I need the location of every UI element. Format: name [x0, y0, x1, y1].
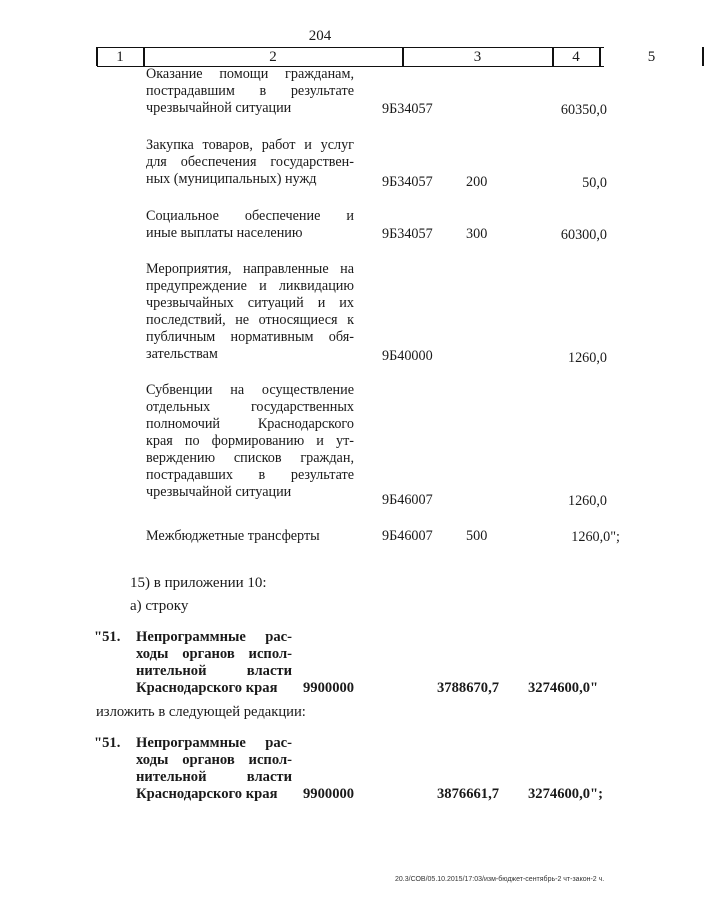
row-number: "51.: [94, 735, 121, 751]
header-col-2: 2: [269, 49, 277, 65]
row-amount: 60300,0: [560, 227, 607, 243]
page-number: 204: [308, 28, 332, 44]
row-code: 9Б34057: [382, 101, 433, 117]
row-code: 9Б34057: [382, 226, 433, 242]
row-amount: 1260,0";: [571, 529, 620, 545]
footer-file-stamp: 20.3/СОВ/05.10.2015/17:03/изм-бюджет-сентябрь-2 чт-закон-2 ч.: [395, 876, 605, 883]
header-col-5: 5: [647, 49, 656, 65]
header-separator: [702, 47, 704, 66]
row-amount-2: 3274600,0": [528, 680, 599, 696]
row-amount: 1260,0: [567, 350, 607, 366]
paragraph-a: а) строку: [130, 598, 189, 614]
row-title: Непрограммные рас- ходы органов испол- нительной власти Краснодарского края: [136, 735, 292, 802]
header-col-1: 1: [116, 49, 124, 65]
row-amount: 60350,0: [560, 102, 607, 118]
row-code: 9Б40000: [382, 348, 433, 364]
row-title: Непрограммные рас- ходы органов испол- нительной власти Краснодарского края: [136, 629, 292, 696]
row-code: 9Б46007: [382, 528, 433, 544]
row-code: 9900000: [303, 786, 355, 802]
row-description: Мероприятия, направленные на предупреждение и ликвидацию чрезвычайных ситуаций и их последствий, не относящиеся к публичным нормативным обя- зательствам: [146, 261, 354, 362]
paragraph-izlozhit: изложить в следующей редакции:: [96, 704, 306, 720]
row-description: Закупка товаров, работ и услуг для обеспечения государствен- ных (муниципальных) нужд: [146, 137, 354, 187]
row-vr: 200: [466, 174, 488, 190]
row-number: "51.: [94, 629, 121, 645]
row-description: Оказание помощи гражданам, пострадавшим в результате чрезвычайной ситуации: [146, 66, 354, 116]
row-amount: 1260,0: [567, 493, 607, 509]
header-col-3: 3: [473, 49, 482, 65]
row-description: Субвенции на осуществление отдельных государственных полномочий Краснодарского края по формированию и ут- верждению списков граждан, пострадавших в результате чрезвычайной ситуации: [146, 382, 354, 500]
row-vr: 300: [466, 226, 488, 242]
row-description: Социальное обеспечение и иные выплаты населению: [146, 208, 354, 241]
row-code: 9Б34057: [382, 174, 433, 190]
row-amount-1: 3788670,7: [437, 680, 500, 696]
row-vr: 500: [466, 528, 488, 544]
row-amount: 50,0: [582, 175, 607, 191]
paragraph-15: 15) в приложении 10:: [130, 575, 267, 591]
row-amount-2: 3274600,0";: [528, 786, 603, 802]
header-col-4: 4: [572, 49, 580, 65]
row-amount-1: 3876661,7: [437, 786, 500, 802]
row-code: 9900000: [303, 680, 355, 696]
row-code: 9Б46007: [382, 492, 433, 508]
table-header-row: [97, 47, 656, 67]
row-description: Межбюджетные трансферты: [146, 528, 320, 544]
